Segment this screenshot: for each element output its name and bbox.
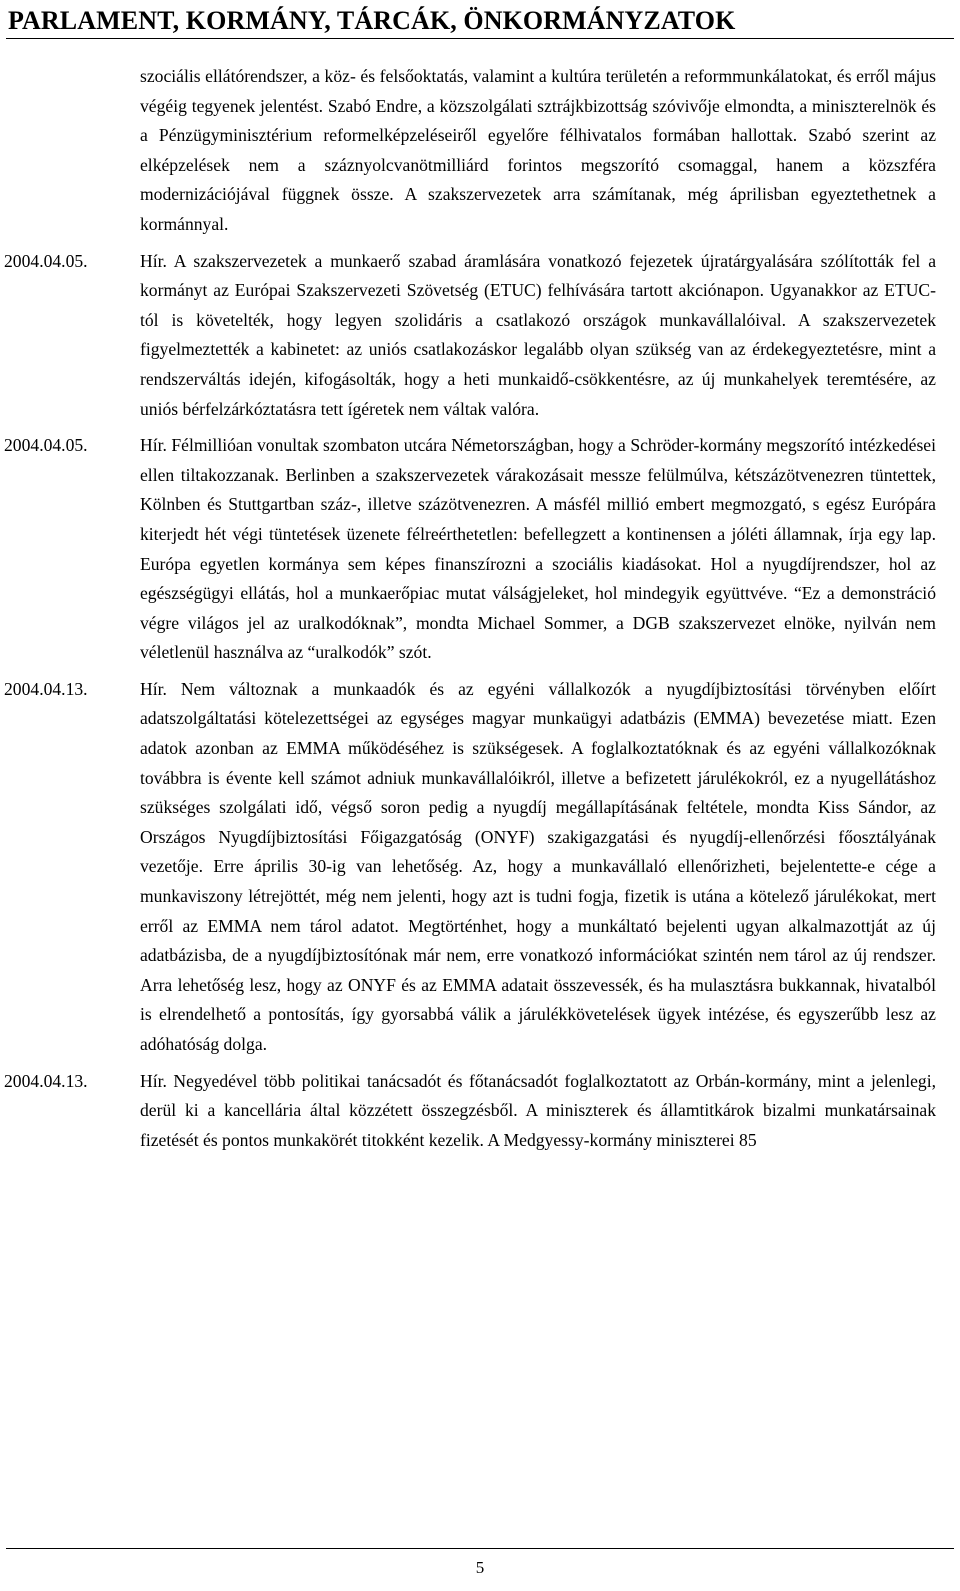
- page-number: 5: [475, 1558, 485, 1577]
- entry-text: Hír. Félmillióan vonultak szombaton utcára Németországban, hogy a Schröder-kormány megszorító intézkedései ellen tiltakozzanak. Berlinben a szakszervezetek várakozásait messze felülmúlva, kétszázötvenezren tüntettek, Kölnben és Stuttgartban száz-, illetve százötvenezren. A másfél millió embert megmozgató, s egész Európára kiterjedt hét végi tüntetések üzenete félreérthetetlen: befellegzett a kontinensen a jóléti államnak, írja egy lap. Európa egyetlen kormánya sem képes finanszírozni a szociális kiadásokat. Hol a nyugdíjrendszer, hol az egészségügyi ellátás, hol a munkaerőpiac mutat válságjeleket, hol mindegyik együttvéve. “Ez a demonstráció végre világos jel az uralkodóknak”, mondta Michael Sommer, a DGB szakszervezet elnöke, nyilván nem véletlenül használva az “uralkodók” szót.: [140, 435, 936, 663]
- entry-date: 2004.04.05.: [4, 435, 88, 456]
- footer-divider: [6, 1548, 954, 1549]
- news-entry: [0, 675, 960, 1060]
- entry-date: 2004.04.05.: [4, 250, 88, 271]
- news-entry: [0, 247, 960, 425]
- page-header: [6, 4, 954, 39]
- entry-text: Hír. Negyedével több politikai tanácsadót és főtanácsadót foglalkoztatott az Orbán-kormány, mint a jelenlegi, derül ki a kancellária által közzétett összegzésből. A miniszterek és államtitkárok bizalmi munkatársainak fizetését és pontos munkakörét titokként kezelik. A Medgyessy-kormány miniszterei 85: [140, 1070, 936, 1150]
- page-body: [0, 62, 960, 1155]
- news-entry: [0, 1067, 960, 1156]
- entry-date: 2004.04.13.: [4, 1070, 88, 1091]
- entry-text: Hír. A szakszervezetek a munkaerő szabad áramlására vonatkozó fejezetek újratárgyalására szólították fel a kormányt az Európai Szakszervezeti Szövetség (ETUC) felhívására tartott akciónapon. Ugyanakkor az ETUC-tól is követelték, hogy legyen szolidáris a csatlakozó országok munkavállalóival. A szakszervezetek figyelmeztették a kabinetet: az uniós csatlakozáskor legalább olyan szükség van az érdekegyeztetésre, mint a rendszerváltás idején, kifogásolták, hogy a heti munkaidő-csökkentésre, az új munkahelyek teremtésére, az uniós bérfelzárkóztatásra tett ígéretek nem váltak valóra.: [140, 250, 936, 419]
- entry-text: Hír. Nem változnak a munkaadók és az egyéni vállalkozók a nyugdíjbiztosítási törvényben előírt adatszolgáltatási kötelezettségei az egységes magyar munkaügyi adatbázis (EMMA) bevezetése miatt. Ezen adatok azonban az EMMA működéséhez is szükségesek. A foglalkoztatóknak és az egyéni vállalkozóknak továbbra is évente kell számot adniuk munkavállalóikról, illetve a befizetett járulékokról, ez a nyugellátáshoz szükséges szolgálati idő, végső soron pedig a nyugdíj megállapításának feltétele, mondta Kiss Sándor, az Országos Nyugdíjbiztosítási Főigazgatóság (ONYF) szakigazgatási és nyugdíj-ellenőrzési főosztályának vezetője. Erre április 30-ig van lehetőség. Az, hogy a munkavállaló ellenőrizheti, bejelentette-e cége a munkaviszony létrejöttét, még nem jelenti, hogy azt is tudni fogja, fizetik is utána a kötelező járulékokat, mert erről az EMMA nem tárol adatot. Megtörténhet, hogy a munkáltató bejelenti ugyan alkalmazottját az új adatbázisba, de a nyugdíjbiztosítónak már nem, erre vonatkozó információkat szintén nem tárol az új rendszer. Arra lehetőség lesz, hogy az ONYF és az EMMA adatait összevessék, és ha mulasztásra bukkannak, hivatalból is elrendelhető a pontosítás, így gyorsabbá válik a járulékkövetelések ügyek intézése, és egyszerűbb lesz az adóhatóság dolga.: [140, 678, 936, 1054]
- header-title: PARLAMENT, KORMÁNY, TÁRCÁK, ÖNKORMÁNYZATOK: [8, 6, 736, 35]
- continuation-paragraph: szociális ellátórendszer, a köz- és felsőoktatás, valamint a kultúra területén a reformmunkálatokat, és erről május végéig tegyenek jelentést. Szabó Endre, a közszolgálati sztrájkbizottság szóvivője elmondta, a miniszterelnök és a Pénzügyminisztérium reformelképzeléseiről egyelőre félhivatalos formában hallottak. Szabó szerint az elképzelések nem a száznyolcvanötmilliárd forintos megszorító csomaggal, hanem a közszféra modernizációjával függnek össze. A szakszervezetek arra számítanak, még áprilisban egyeztethetnek a kormánnyal.: [140, 66, 936, 234]
- entry-date: 2004.04.13.: [4, 678, 88, 699]
- news-entry: [0, 431, 960, 668]
